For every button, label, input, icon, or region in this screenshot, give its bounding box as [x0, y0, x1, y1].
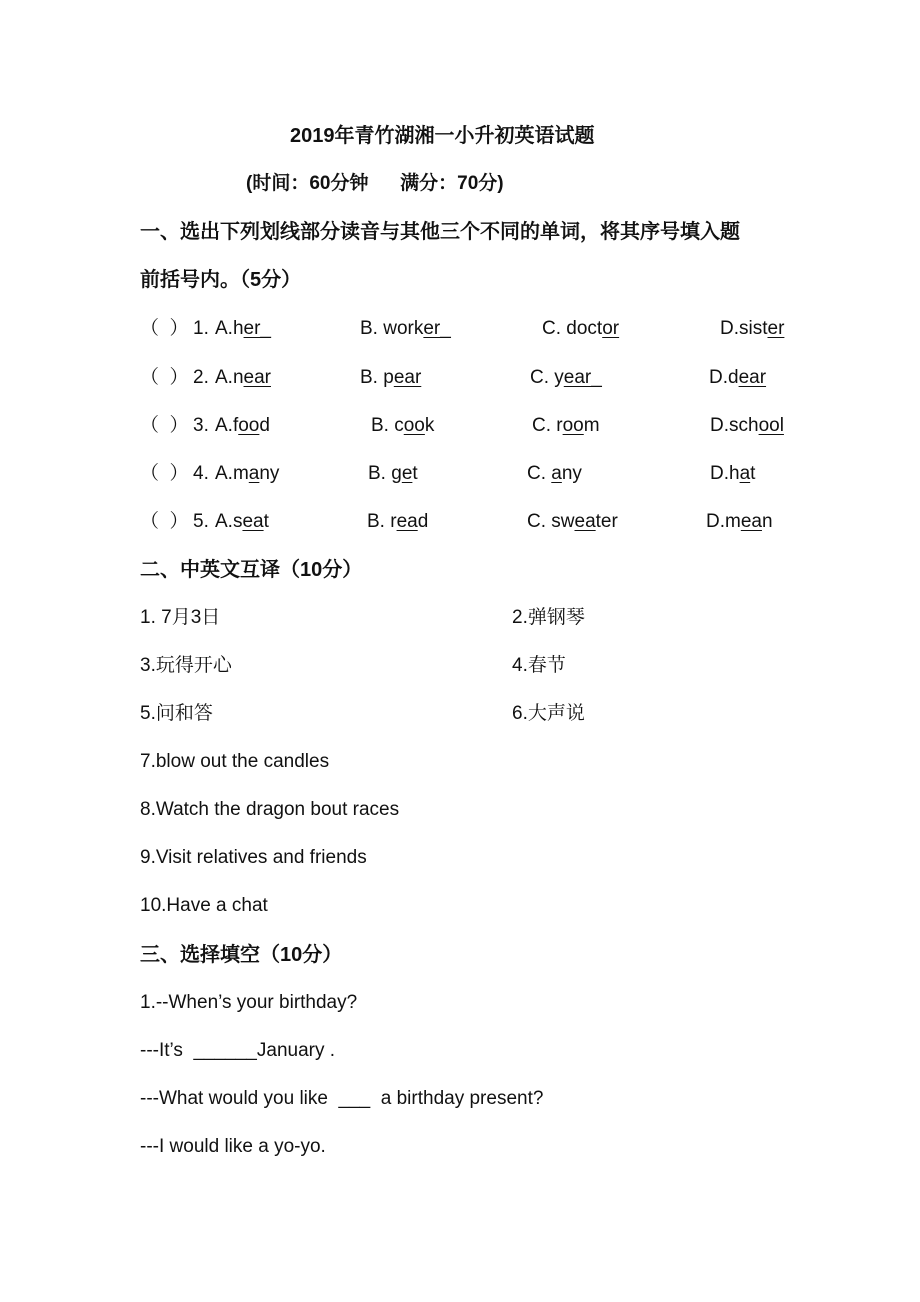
- word-option: C. year_: [530, 367, 602, 388]
- word-option: C. doctor: [542, 318, 620, 339]
- exam-info: (时间：60分钟 满分：70分): [246, 173, 504, 194]
- underlined-letters: oo: [403, 415, 425, 436]
- word-option: A.food: [215, 415, 270, 436]
- word-option: D.sister: [720, 318, 785, 339]
- underlined-letters: ear_: [563, 367, 602, 388]
- word-option: B. read: [367, 511, 429, 532]
- underlined-letters: oo: [238, 415, 260, 436]
- translation-item: 7.blow out the candles: [140, 751, 330, 772]
- word-option: A.many: [215, 463, 280, 484]
- dialogue-line: 1.--When’s your birthday?: [140, 992, 358, 1013]
- underlined-letters: a: [551, 463, 562, 484]
- question-number: 1.: [193, 318, 215, 339]
- answer-bracket: （ ）: [140, 415, 189, 436]
- translation-item: 10.Have a chat: [140, 895, 268, 916]
- dialogue-line: ---What would you like ___ a birthday present?: [140, 1088, 544, 1109]
- section1-heading-line2: 前括号内。（5分）: [140, 269, 302, 291]
- word-option: A.seat: [215, 511, 269, 532]
- word-option: C. sweater: [527, 511, 618, 532]
- translation-item-right: 2.弹钢琴: [512, 607, 585, 628]
- translation-item: 9.Visit relatives and friends: [140, 847, 367, 868]
- page-title: 2019年青竹湖湘一小升初英语试题: [290, 125, 595, 147]
- question-number: 3.: [193, 415, 215, 436]
- answer-bracket: （ ）: [140, 367, 189, 388]
- translation-item: 8.Watch the dragon bout races: [140, 799, 400, 820]
- underlined-letters: ea: [740, 511, 762, 532]
- word-option: D.school: [710, 415, 784, 436]
- question-number: 5.: [193, 511, 215, 532]
- word-option: C. any: [527, 463, 582, 484]
- word-option: C. room: [532, 415, 600, 436]
- translation-item-right: 4.春节: [512, 655, 566, 676]
- dialogue-line: ---It’s ______January .: [140, 1040, 336, 1061]
- word-option: B. get: [368, 463, 418, 484]
- word-option: A.her_: [215, 318, 271, 339]
- underlined-letters: ear: [393, 367, 422, 388]
- underlined-letters: ear: [738, 367, 767, 388]
- question-number: 4.: [193, 463, 215, 484]
- word-option: B. cook: [371, 415, 435, 436]
- underlined-letters: e: [401, 463, 413, 484]
- underlined-letters: ea: [574, 511, 596, 532]
- section2-heading: 二、中英文互译（10分）: [140, 559, 363, 581]
- underlined-letters: ea: [242, 511, 264, 532]
- underlined-letters: er_: [423, 318, 451, 339]
- translation-item-left: 1. 7月3日: [140, 607, 221, 628]
- word-option: A.near: [215, 367, 271, 388]
- underlined-letters: ear: [243, 367, 271, 388]
- answer-bracket: （ ）: [140, 511, 189, 532]
- question-number: 2.: [193, 367, 215, 388]
- underlined-letters: er_: [243, 318, 271, 339]
- word-option: B. pear: [360, 367, 422, 388]
- word-option: D.mean: [706, 511, 773, 532]
- translation-item-right: 6.大声说: [512, 703, 585, 724]
- answer-bracket: （ ）: [140, 318, 189, 339]
- underlined-letters: oo: [562, 415, 584, 436]
- translation-item-left: 3.玩得开心: [140, 655, 232, 676]
- underlined-letters: a: [739, 463, 751, 484]
- dialogue-line: ---I would like a yo-yo.: [140, 1136, 326, 1157]
- section3-heading: 三、选择填空（10分）: [140, 944, 343, 966]
- section1-heading-line1: 一、选出下列划线部分读音与其他三个不同的单词，将其序号填入题: [140, 221, 740, 243]
- word-option: D.hat: [710, 463, 756, 484]
- answer-bracket: （ ）: [140, 463, 189, 484]
- underlined-letters: or: [602, 318, 620, 339]
- word-option: B. worker_: [360, 318, 451, 339]
- underlined-letters: er: [767, 318, 785, 339]
- word-option: D.dear: [709, 367, 767, 388]
- underlined-letters: a: [248, 463, 260, 484]
- underlined-letters: ool: [758, 415, 784, 436]
- underlined-letters: ea: [396, 511, 418, 532]
- translation-item-left: 5.问和答: [140, 703, 213, 724]
